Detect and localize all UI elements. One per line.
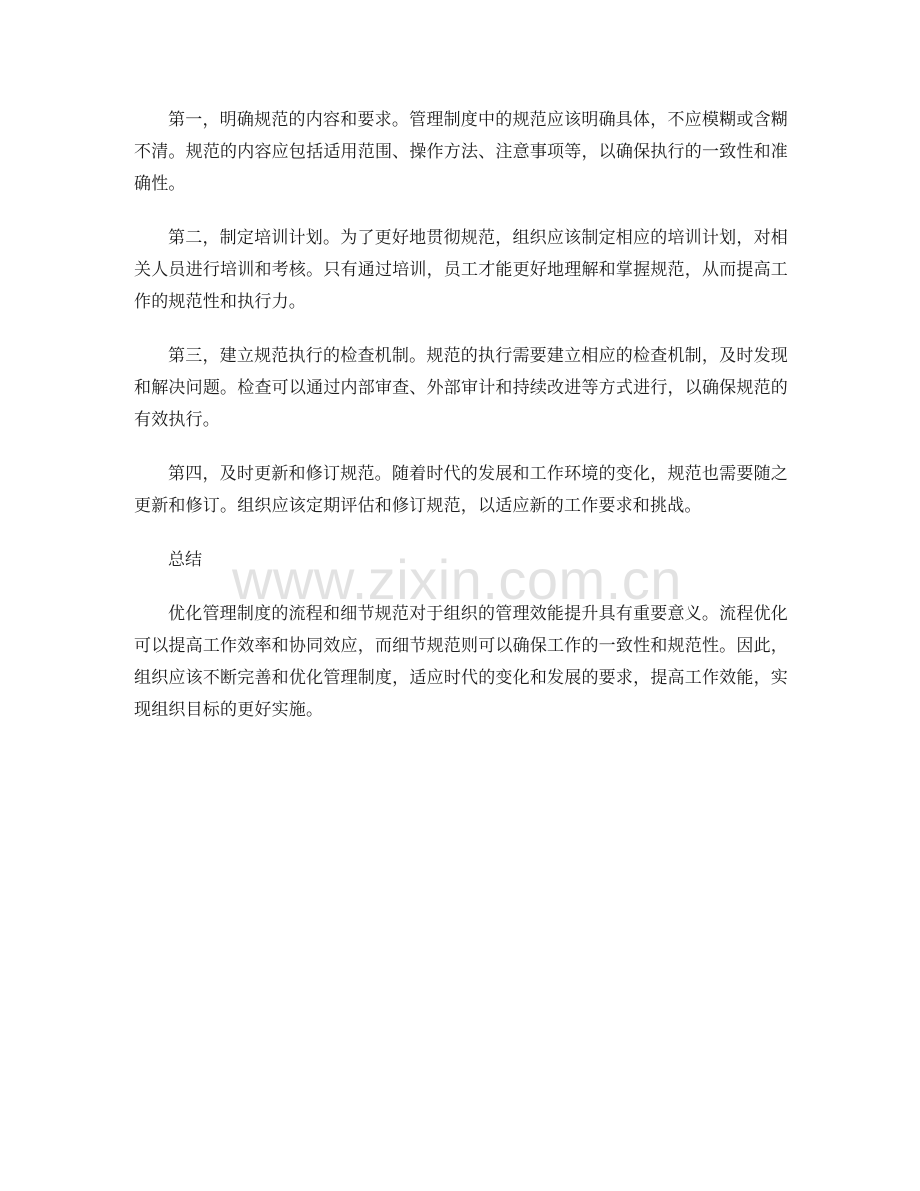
summary-paragraph: 优化管理制度的流程和细节规范对于组织的管理效能提升具有重要意义。流程优化可以提高工作效率和协同效应，而细节规范则可以确保工作的一致性和规范性。因此，组织应该不断完善和优化管理制度，适应时代的变化和发展的要求，提高工作效能，实现组织目标的更好实施。 — [134, 604, 788, 720]
paragraph-fourth: 第四，及时更新和修订规范。随着时代的发展和工作环境的变化，规范也需要随之更新和修订。组织应该定期评估和修订规范，以适应新的工作要求和挑战。 — [134, 464, 788, 516]
document-body — [134, 104, 788, 748]
summary-heading: 总结 — [168, 550, 202, 570]
paragraph-first: 第一，明确规范的内容和要求。管理制度中的规范应该明确具体，不应模糊或含糊不清。规范的内容应包括适用范围、操作方法、注意事项等，以确保执行的一致性和准确性。 — [134, 110, 788, 194]
watermark-text: www.zixin.com.cn — [232, 548, 682, 611]
paragraph-third: 第三，建立规范执行的检查机制。规范的执行需要建立相应的检查机制，及时发现和解决问题。检查可以通过内部审查、外部审计和持续改进等方式进行，以确保规范的有效执行。 — [134, 346, 788, 430]
paragraph-second: 第二，制定培训计划。为了更好地贯彻规范，组织应该制定相应的培训计划，对相关人员进行培训和考核。只有通过培训，员工才能更好地理解和掌握规范，从而提高工作的规范性和执行力。 — [134, 228, 788, 312]
